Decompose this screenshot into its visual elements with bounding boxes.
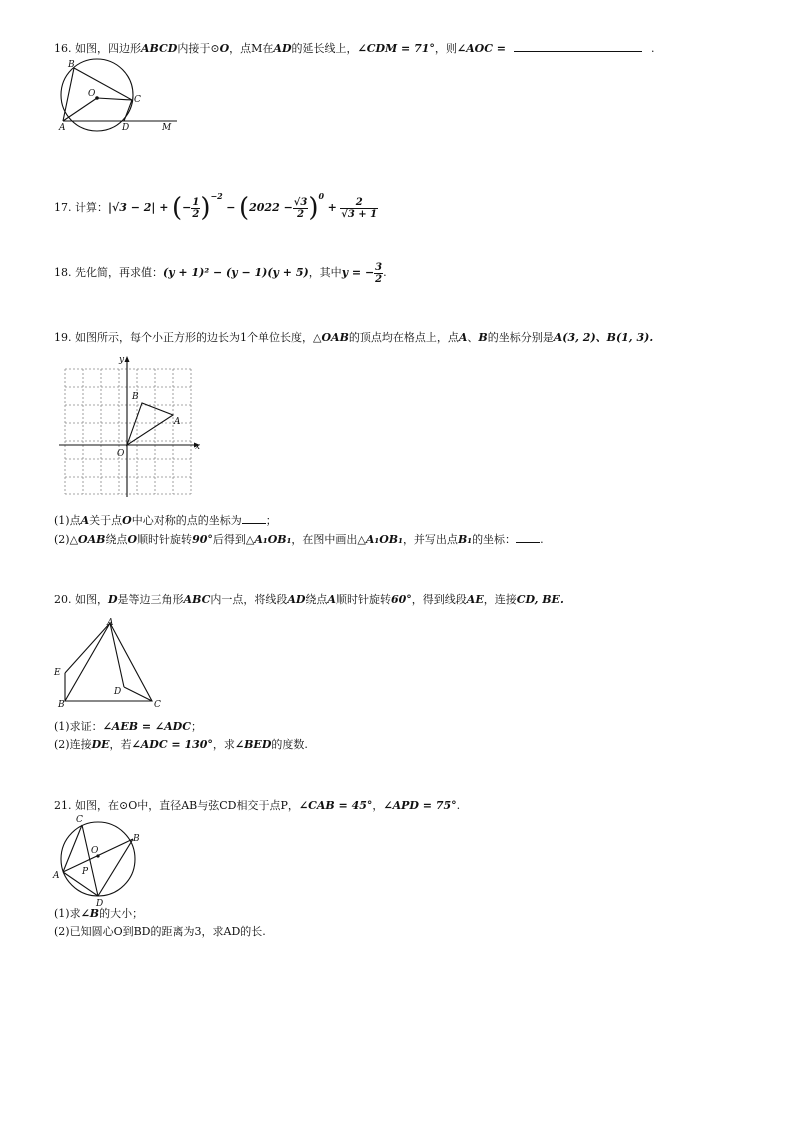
- label-B: B: [68, 60, 75, 70]
- label-B: B: [58, 700, 65, 710]
- label-O: O: [91, 846, 99, 856]
- label-C: C: [134, 95, 141, 105]
- question-19: 19. 如图所示，每个小正方形的边长为1个单位长度，△OAB的顶点均在格点上，点A、B的坐标分别是A(3, 2)、B(1, 3).: [54, 331, 654, 344]
- question-21: 21. 如图，在⊙O中，直径AB与弦CD相交于点P，∠CAB = 45°，∠APD = 75°.: [54, 799, 461, 812]
- axis-label-y: y: [119, 355, 125, 365]
- label-E: E: [54, 668, 61, 678]
- question-19-part-1: (1)点A关于点O中心对称的点的坐标为 ；: [54, 514, 277, 527]
- coordinate-grid-figure-19: [58, 352, 208, 500]
- label-D: D: [122, 123, 130, 133]
- label-C: C: [76, 815, 83, 825]
- question-20-part-2: (2)连接DE，若∠ADC = 130°，求∠BED的度数.: [54, 738, 308, 751]
- label-O: O: [117, 449, 125, 459]
- axis-label-x: x: [195, 442, 201, 452]
- question-number: 16.: [54, 42, 72, 55]
- label-A: A: [53, 871, 60, 881]
- label-P: P: [82, 867, 89, 877]
- label-M: M: [162, 123, 172, 133]
- label-B: B: [133, 834, 140, 844]
- question-18: 18. 先化简，再求值：(y + 1)² − (y − 1)(y + 5)，其中y = − $\frac{3}{2}$ .: [54, 261, 387, 285]
- question-number: 20.: [54, 593, 72, 606]
- label-C: C: [154, 700, 161, 710]
- answer-blank[interactable]: [242, 523, 266, 524]
- label-D: D: [96, 899, 104, 908]
- question-number: 21.: [54, 799, 72, 812]
- circle-figure-16: [52, 58, 182, 136]
- question-19-part-2: (2)△OAB绕点O顺时针旋转90°后得到△A₁OB₁，在图中画出△A₁OB₁，并写出点B₁的坐标： .: [54, 533, 544, 546]
- label-B: B: [132, 392, 139, 402]
- label-A: A: [107, 618, 114, 628]
- triangle-figure-20: [50, 615, 170, 710]
- answer-blank[interactable]: [514, 51, 642, 52]
- question-21-part-2: (2)已知圆心O到BD的距离为3，求AD的长.: [54, 925, 266, 938]
- question-number: 19.: [54, 331, 72, 344]
- label-D: D: [114, 687, 122, 697]
- label-A: A: [59, 123, 66, 133]
- question-21-part-1: (1)求∠B的大小；: [54, 907, 144, 920]
- label-A: A: [174, 417, 181, 427]
- question-16: 16. 如图，四边形ABCD内接于⊙O，点M在AD的延长线上，∠CDM = 71°，则∠AOC = .: [54, 42, 655, 55]
- question-number: 17.: [54, 201, 72, 214]
- circle-figure-21: [50, 812, 150, 908]
- question-20: 20. 如图，D是等边三角形ABC内一点，将线段AD绕点A顺时针旋转60°，得到线段AE，连接CD, BE.: [54, 593, 564, 606]
- answer-blank[interactable]: [516, 542, 540, 543]
- question-17: 17. 计算：|√3 − 2| + (− $\frac{1}{2}$ )$^{-2}$ − (2022 − $\frac{√3}{2}$ )$^0$ + $\frac{2}{√3 + 1}$: [54, 191, 378, 223]
- label-O: O: [88, 89, 96, 99]
- question-20-part-1: (1)求证：∠AEB = ∠ADC；: [54, 720, 202, 733]
- question-number: 18.: [54, 266, 72, 279]
